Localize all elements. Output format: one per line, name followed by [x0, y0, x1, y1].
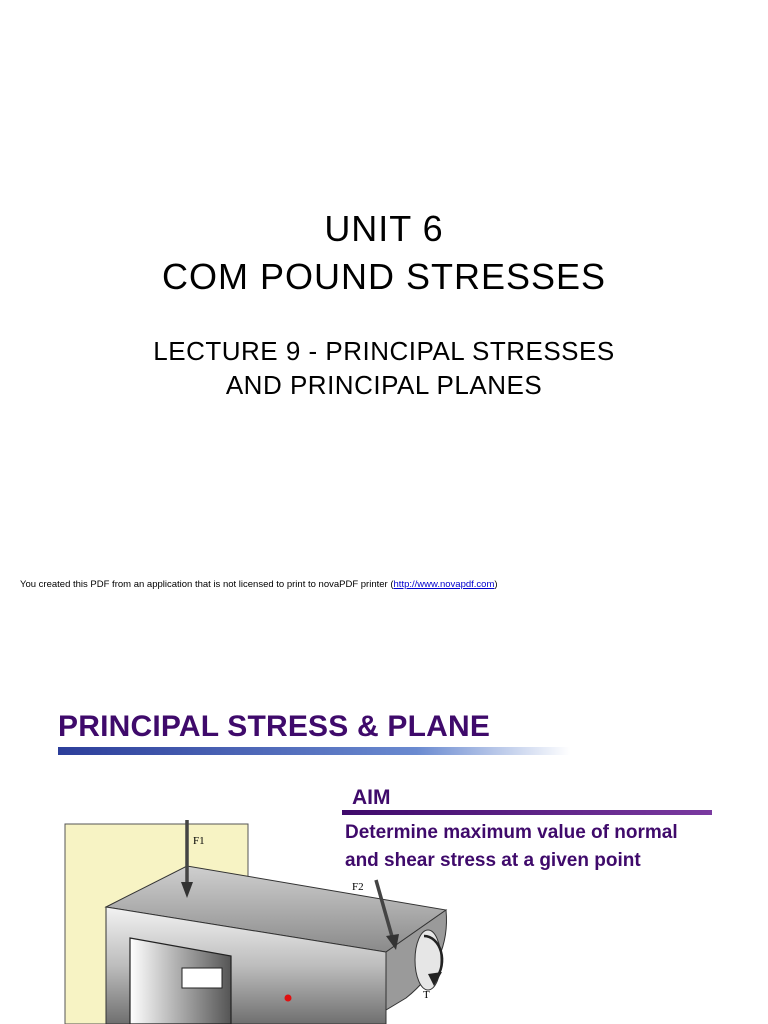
bracket-tip: [415, 930, 441, 990]
cover-title-block: [0, 205, 768, 301]
aim-line-1: Determine maximum value of normal: [345, 822, 678, 843]
novapdf-link[interactable]: http://www.novapdf.com: [393, 579, 495, 590]
aim-line-2: and shear stress at a given point: [345, 850, 641, 871]
aim-text: [345, 819, 678, 875]
stress-point-marker: [285, 995, 292, 1002]
aim-heading: AIM: [352, 786, 391, 809]
slot-window: [182, 968, 222, 988]
lecture-line-1: LECTURE 9 - PRINCIPAL STRESSES: [153, 336, 615, 366]
label-f2: F2: [352, 881, 364, 893]
title-underline: [58, 747, 570, 755]
novapdf-notice: [20, 579, 498, 590]
aim-underline: [342, 810, 712, 815]
topic-title: COM POUND STRESSES: [161, 256, 607, 297]
lecture-line-2: AND PRINCIPAL PLANES: [225, 370, 543, 400]
notice-prefix: You created this PDF from an application that is not licensed to print to novaPDF printer (: [20, 579, 394, 590]
lecture-subtitle: [0, 334, 768, 402]
label-t: T: [423, 989, 430, 1001]
slide-title: PRINCIPAL STRESS & PLANE: [58, 710, 491, 743]
label-f1: F1: [193, 835, 205, 847]
slide-principal-stress: [56, 700, 712, 1024]
notice-suffix: ): [494, 579, 498, 590]
unit-title: UNIT 6: [324, 208, 444, 249]
